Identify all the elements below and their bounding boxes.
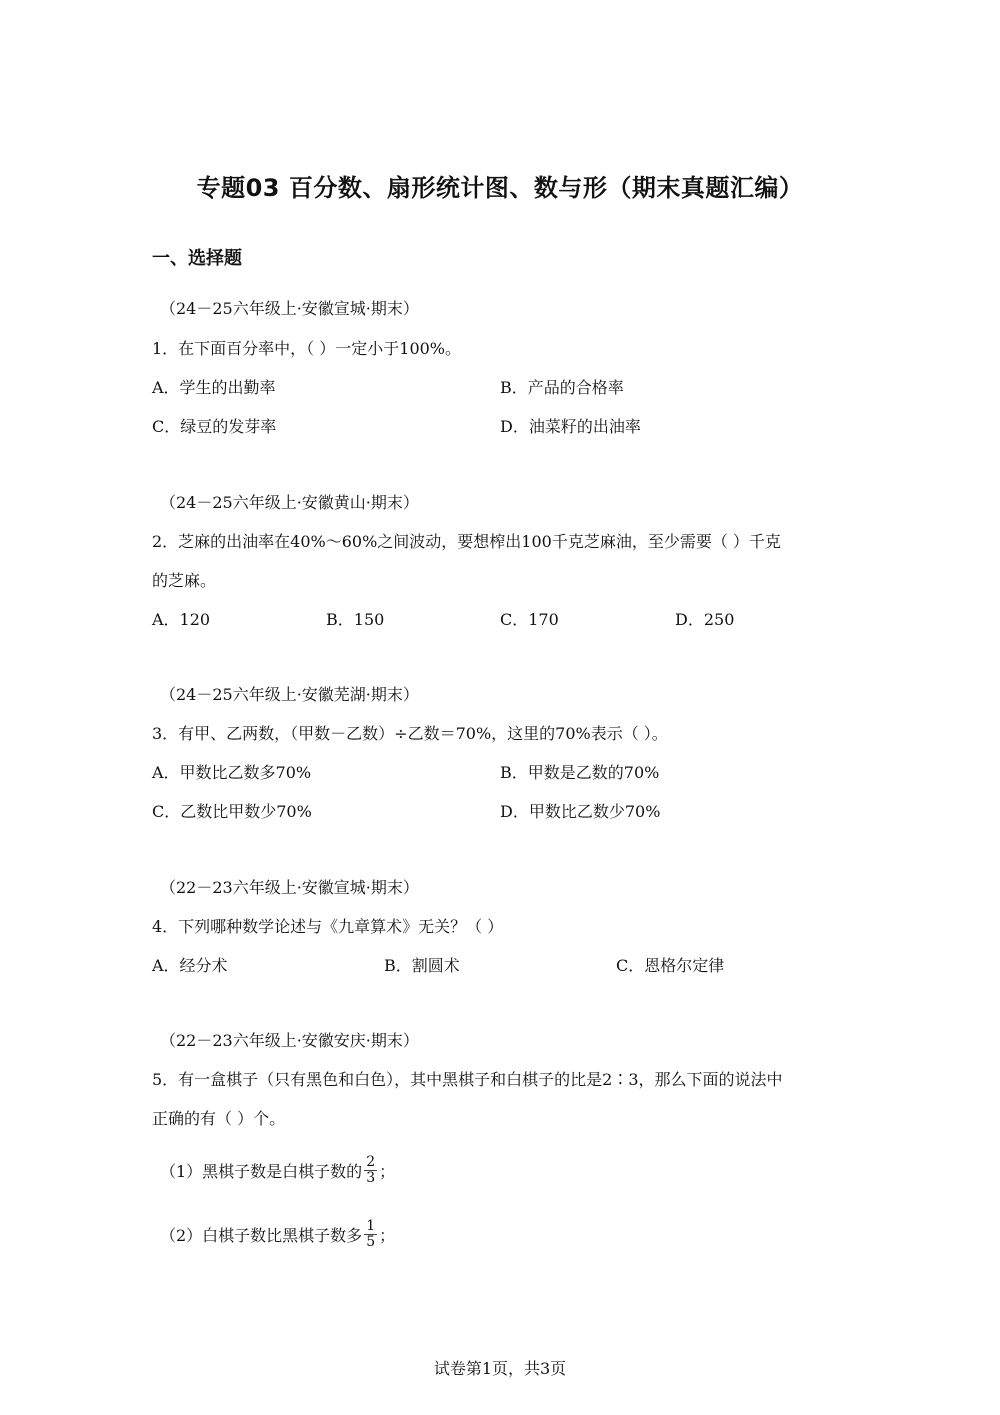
option-a: A．学生的出勤率 — [152, 378, 276, 397]
option-c: C．恩格尔定律 — [616, 956, 725, 975]
section-heading: 一、选择题 — [152, 248, 242, 269]
fraction — [364, 1219, 377, 1250]
option-b: B．甲数是乙数的70% — [500, 763, 660, 782]
question-source: （24－25六年级上·安徽芜湖·期末） — [160, 685, 419, 704]
statement-text: （1）黑棋子数是白棋子数的 — [160, 1162, 363, 1181]
question-source: （24－25六年级上·安徽黄山·期末） — [160, 493, 419, 512]
fraction — [364, 1155, 377, 1186]
statement-suffix: ； — [379, 1226, 396, 1245]
option-b: B．产品的合格率 — [500, 378, 624, 397]
question-source: （22－23六年级上·安徽安庆·期末） — [160, 1031, 419, 1050]
question-source: （24－25六年级上·安徽宣城·期末） — [160, 299, 419, 318]
fraction-denominator: 3 — [366, 1170, 376, 1186]
question-stem: 5．有一盒棋子（只有黑色和白色），其中黑棋子和白棋子的比是2∶3，那么下面的说法中 — [152, 1070, 783, 1089]
fraction-numerator: 1 — [366, 1218, 376, 1234]
page-title: 专题03 百分数、扇形统计图、数与形（期末真题汇编） — [196, 174, 804, 202]
question-source: （22－23六年级上·安徽宣城·期末） — [160, 878, 419, 897]
option-c: C．170 — [500, 610, 559, 629]
statement-2 — [160, 1219, 395, 1253]
statement-text: （2）白棋子数比黑棋子数多 — [160, 1226, 363, 1245]
question-stem: 2．芝麻的出油率在40%～60%之间波动，要想榨出100千克芝麻油，至少需要（ ）千克 — [152, 532, 781, 551]
question-stem: 4．下列哪种数学论述与《九章算术》无关？（ ） — [152, 917, 504, 936]
option-a: A．甲数比乙数多70% — [152, 763, 312, 782]
question-stem-continued: 的芝麻。 — [152, 571, 217, 590]
option-a: A．120 — [152, 610, 211, 629]
question-stem: 1．在下面百分率中，（ ）一定小于100%。 — [152, 339, 462, 358]
option-c: C．绿豆的发芽率 — [152, 417, 277, 436]
fraction-denominator: 5 — [366, 1234, 376, 1250]
page-footer: 试卷第1页，共3页 — [433, 1359, 567, 1378]
option-b: B．割圆术 — [384, 956, 460, 975]
option-a: A．经分术 — [152, 956, 228, 975]
option-d: D．甲数比乙数少70% — [500, 802, 661, 821]
question-stem: 3．有甲、乙两数，（甲数－乙数）÷乙数＝70%，这里的70%表示（ ）。 — [152, 724, 668, 743]
fraction-numerator: 2 — [366, 1154, 376, 1170]
question-stem-continued: 正确的有（ ）个。 — [152, 1109, 286, 1128]
option-b: B．150 — [326, 610, 385, 629]
statement-suffix: ； — [379, 1162, 396, 1181]
option-d: D．油菜籽的出油率 — [500, 417, 641, 436]
option-d: D．250 — [675, 610, 735, 629]
option-c: C．乙数比甲数少70% — [152, 802, 312, 821]
statement-1 — [160, 1155, 395, 1189]
